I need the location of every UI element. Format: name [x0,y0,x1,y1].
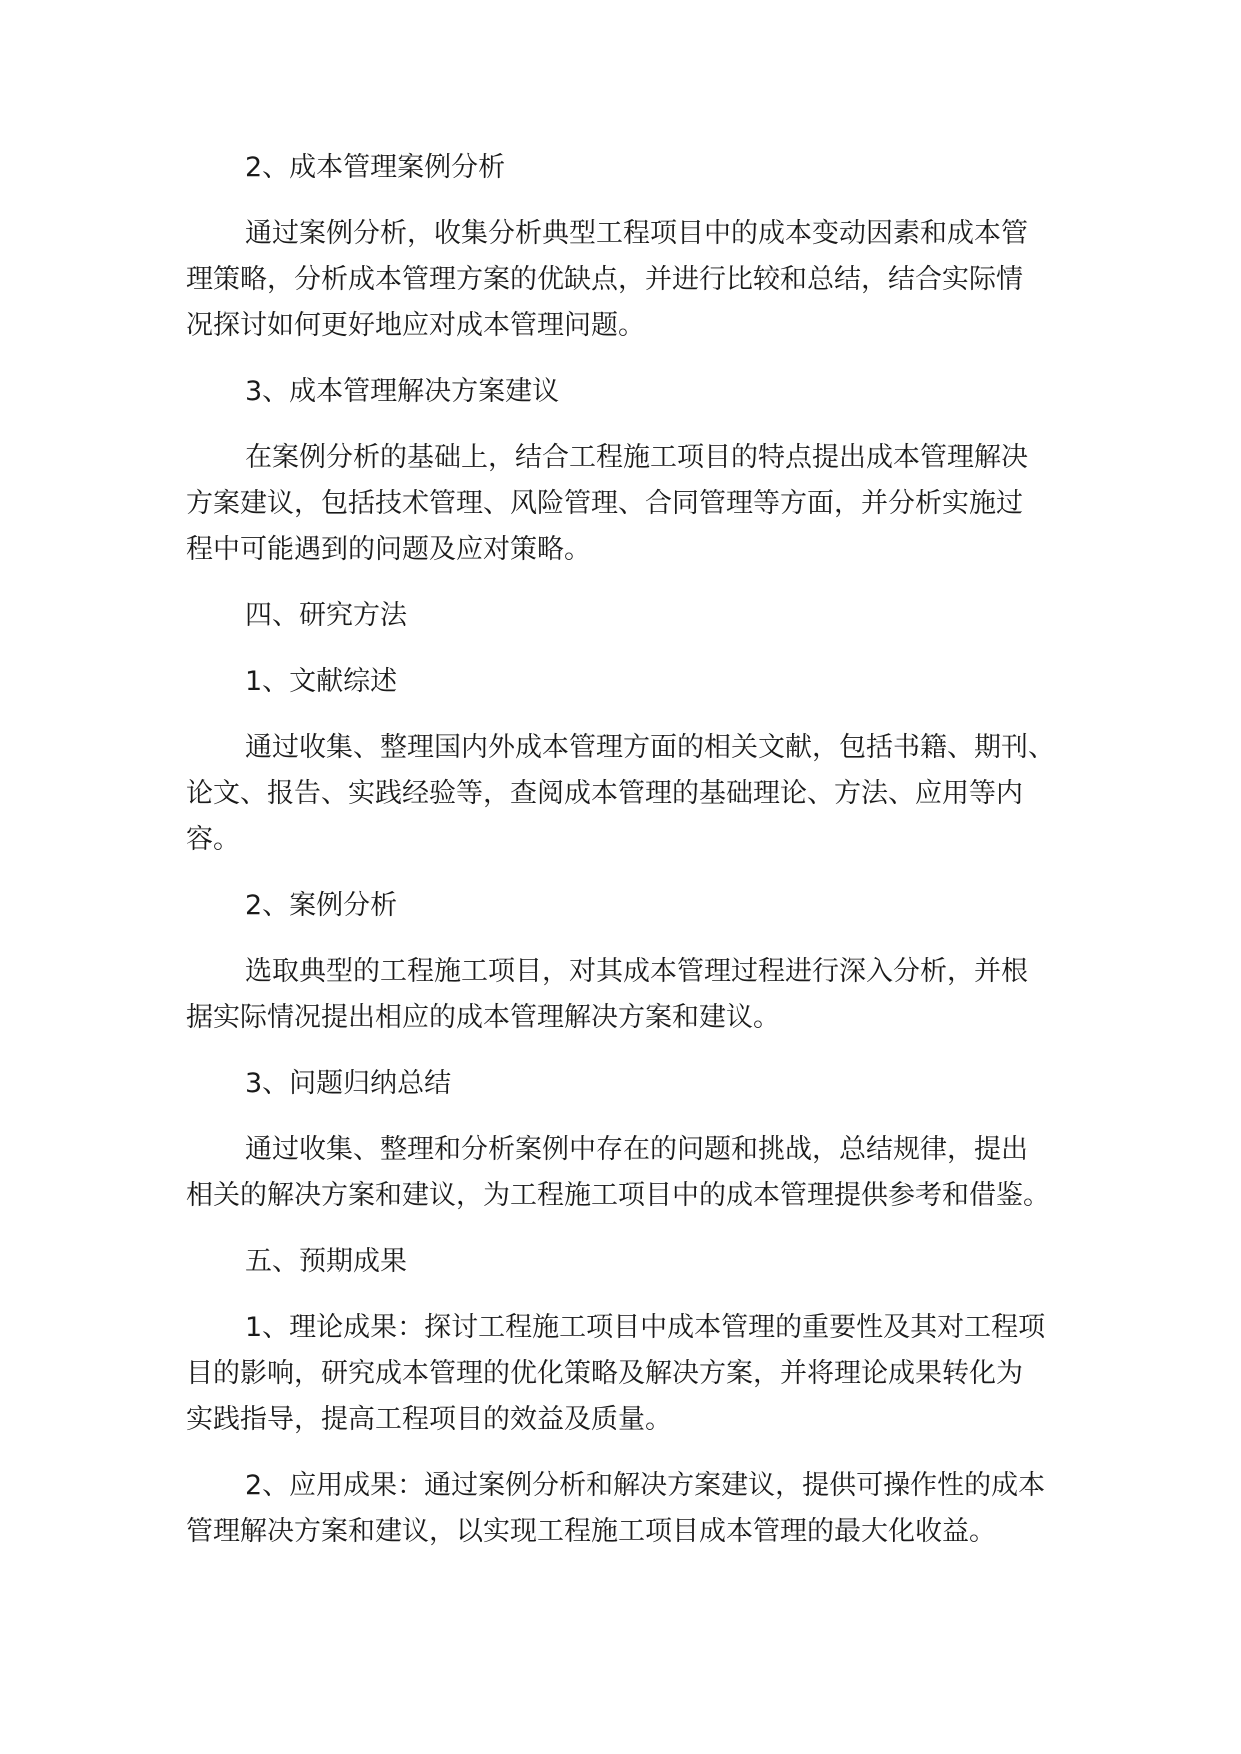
section-heading-case-analysis: 2、成本管理案例分析 [245,152,506,183]
paragraph-applied-results: 2、应用成果：通过案例分析和解决方案建议，提供可操作性的成本 管理解决方案和建议，以实现工程施工项目成本管理的最大化收益。 [186,1470,1046,1547]
subheading-literature-review: 1、文献综述 [245,666,398,697]
paragraph-theoretical-results: 1、理论成果：探讨工程施工项目中成本管理的重要性及其对工程项 目的影响，研究成本管理的优化策略及解决方案，并将理论成果转化为 实践指导，提高工程项目的效益及质量。 [186,1312,1046,1435]
section-heading-solution-suggestions: 3、成本管理解决方案建议 [245,376,560,407]
paragraph-problem-summary: 通过收集、整理和分析案例中存在的问题和挑战，总结规律，提出 相关的解决方案和建议，为工程施工项目中的成本管理提供参考和借鉴。 [186,1134,1050,1211]
paragraph-case-analysis: 通过案例分析，收集分析典型工程项目中的成本变动因素和成本管 理策略，分析成本管理方案的优缺点，并进行比较和总结，结合实际情 况探讨如何更好地应对成本管理问题。 [186,218,1028,341]
subheading-case-analysis: 2、案例分析 [245,890,398,921]
paragraph-case-analysis-method: 选取典型的工程施工项目，对其成本管理过程进行深入分析，并根 据实际情况提出相应的成本管理解决方案和建议。 [186,956,1028,1033]
paragraph-literature-review: 通过收集、整理国内外成本管理方面的相关文献，包括书籍、期刊、 论文、报告、实践经验等，查阅成本管理的基础理论、方法、应用等内 容。 [186,732,1055,855]
paragraph-solution-suggestions: 在案例分析的基础上，结合工程施工项目的特点提出成本管理解决 方案建议，包括技术管理、风险管理、合同管理等方面，并分析实施过 程中可能遇到的问题及应对策略。 [186,442,1028,565]
section-heading-research-methods: 四、研究方法 [245,600,407,631]
section-heading-expected-results: 五、预期成果 [245,1246,407,1277]
subheading-problem-summary: 3、问题归纳总结 [245,1068,452,1099]
document-body [186,145,1076,1575]
